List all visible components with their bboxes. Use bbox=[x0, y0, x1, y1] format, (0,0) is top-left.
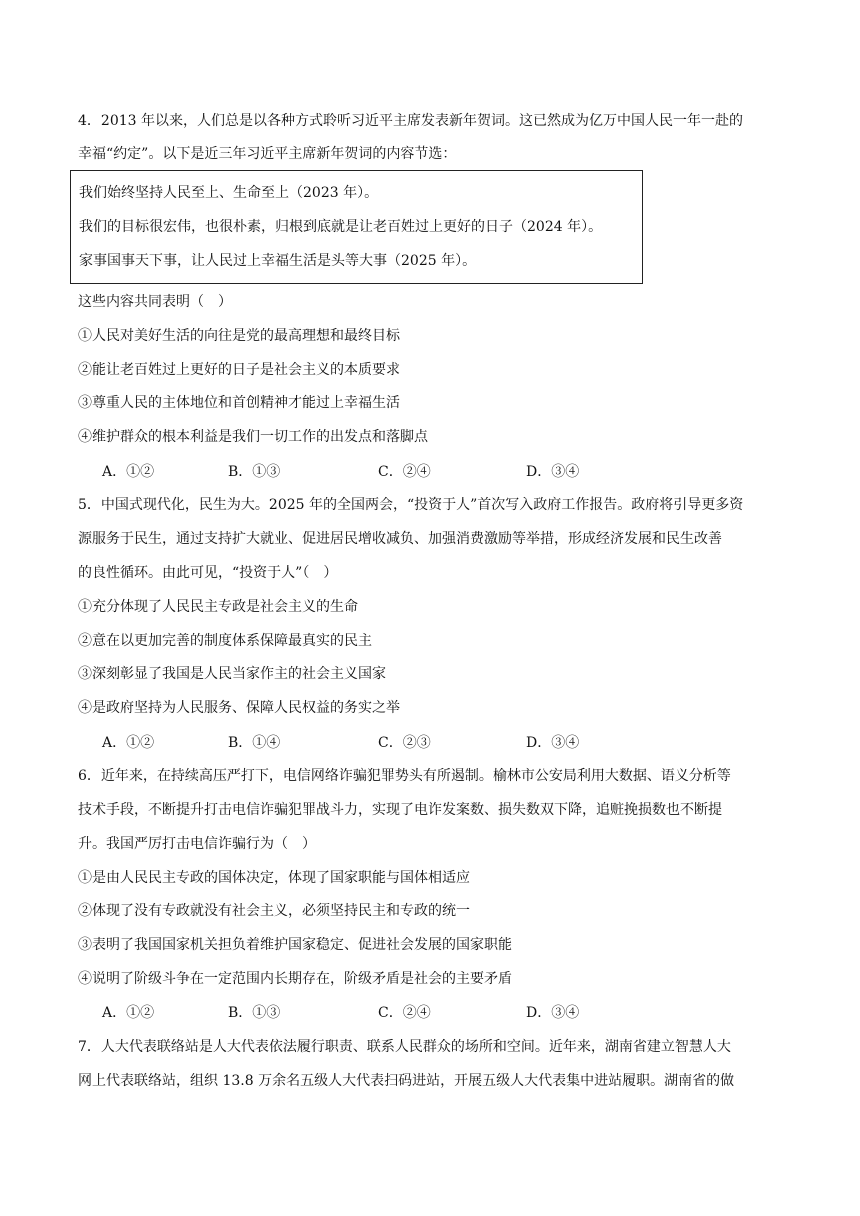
q6-options bbox=[102, 1003, 702, 1023]
q4-option-b[interactable]: B．①③ bbox=[228, 464, 281, 480]
q4-option-c[interactable]: C．②④ bbox=[378, 464, 431, 480]
quote-line-1: 我们始终坚持人民至上、生命至上（2023 年）。 bbox=[79, 185, 379, 201]
q5-line-3: 的良性循环。由此可见，“投资于人”（ ） bbox=[78, 565, 338, 581]
q6-line-1: 6．近年来，在持续高压严打下，电信网络诈骗犯罪势头有所遏制。榆林市公安局利用大数据、语义分析等 bbox=[78, 768, 731, 784]
q4-option-a[interactable]: A．①② bbox=[102, 464, 155, 480]
q5-option-b[interactable]: B．①④ bbox=[228, 735, 281, 751]
q5-option-c[interactable]: C．②③ bbox=[378, 735, 431, 751]
q4-option-d[interactable]: D．③④ bbox=[526, 464, 580, 480]
q4-item-2: ②能让老百姓过上更好的日子是社会主义的本质要求 bbox=[78, 362, 400, 378]
q5-item-1: ①充分体现了人民民主专政是社会主义的生命 bbox=[78, 599, 358, 615]
q6-line-3: 升。我国严厉打击电信诈骗行为（ ） bbox=[78, 836, 316, 852]
quote-line-2: 我们的目标很宏伟，也很朴素，归根到底就是让老百姓过上更好的日子（2024 年）。 bbox=[79, 219, 603, 235]
q6-line-2: 技术手段，不断提升打击电信诈骗犯罪战斗力，实现了电诈发案数、损失数双下降，追赃挽损数也不断提 bbox=[78, 802, 722, 818]
q6-option-c[interactable]: C．②④ bbox=[378, 1005, 431, 1021]
q5-line-1: 5．中国式现代化，民生为大。2025 年的全国两会，“投资于人”首次写入政府工作报告。政府将引导更多资 bbox=[78, 497, 744, 513]
q6-option-b[interactable]: B．①③ bbox=[228, 1005, 281, 1021]
q5-option-a[interactable]: A．①② bbox=[102, 735, 155, 751]
q5-item-4: ④是政府坚持为人民服务、保障人民权益的务实之举 bbox=[78, 700, 400, 716]
quote-box bbox=[70, 170, 643, 284]
q6-item-2: ②体现了没有专政就没有社会主义，必须坚持民主和专政的统一 bbox=[78, 903, 470, 919]
q5-option-d[interactable]: D．③④ bbox=[526, 735, 580, 751]
q4-options bbox=[102, 462, 702, 482]
q4-line-1: 4．2013 年以来，人们总是以各种方式聆听习近平主席发表新年贺词。这已然成为亿万中国人民一年一赴的 bbox=[78, 113, 743, 129]
q6-item-1: ①是由人民民主专政的国体决定，体现了国家职能与国体相适应 bbox=[78, 870, 470, 886]
q7-line-2: 网上代表联络站，组织 13.8 万余名五级人大代表扫码进站，开展五级人大代表集中进站履职。湖南省的做 bbox=[78, 1073, 735, 1089]
quote-line-3: 家事国事天下事，让人民过上幸福生活是头等大事（2025 年）。 bbox=[79, 253, 477, 269]
q5-item-3: ③深刻彰显了我国是人民当家作主的社会主义国家 bbox=[78, 666, 386, 682]
q4-item-3: ③尊重人民的主体地位和首创精神才能过上幸福生活 bbox=[78, 395, 400, 411]
q6-item-4: ④说明了阶级斗争在一定范围内长期存在，阶级矛盾是社会的主要矛盾 bbox=[78, 971, 512, 987]
q5-options bbox=[102, 733, 702, 753]
q6-option-a[interactable]: A．①② bbox=[102, 1005, 155, 1021]
q4-item-1: ①人民对美好生活的向往是党的最高理想和最终目标 bbox=[78, 328, 400, 344]
q6-item-3: ③表明了我国国家机关担负着维护国家稳定、促进社会发展的国家职能 bbox=[78, 937, 512, 953]
q7-line-1: 7．人大代表联络站是人大代表依法履行职责、联系人民群众的场所和空间。近年来，湖南省建立智慧人大 bbox=[78, 1039, 731, 1055]
q4-item-4: ④维护群众的根本利益是我们一切工作的出发点和落脚点 bbox=[78, 429, 428, 445]
q5-item-2: ②意在以更加完善的制度体系保障最真实的民主 bbox=[78, 633, 372, 649]
q6-option-d[interactable]: D．③④ bbox=[526, 1005, 580, 1021]
q4-stem: 这些内容共同表明（ ） bbox=[78, 294, 232, 310]
q5-line-2: 源服务于民生，通过支持扩大就业、促进居民增收减负、加强消费激励等举措，形成经济发展和民生改善 bbox=[78, 531, 722, 547]
q4-line-2: 幸福“约定”。以下是近三年习近平主席新年贺词的内容节选： bbox=[78, 146, 457, 162]
